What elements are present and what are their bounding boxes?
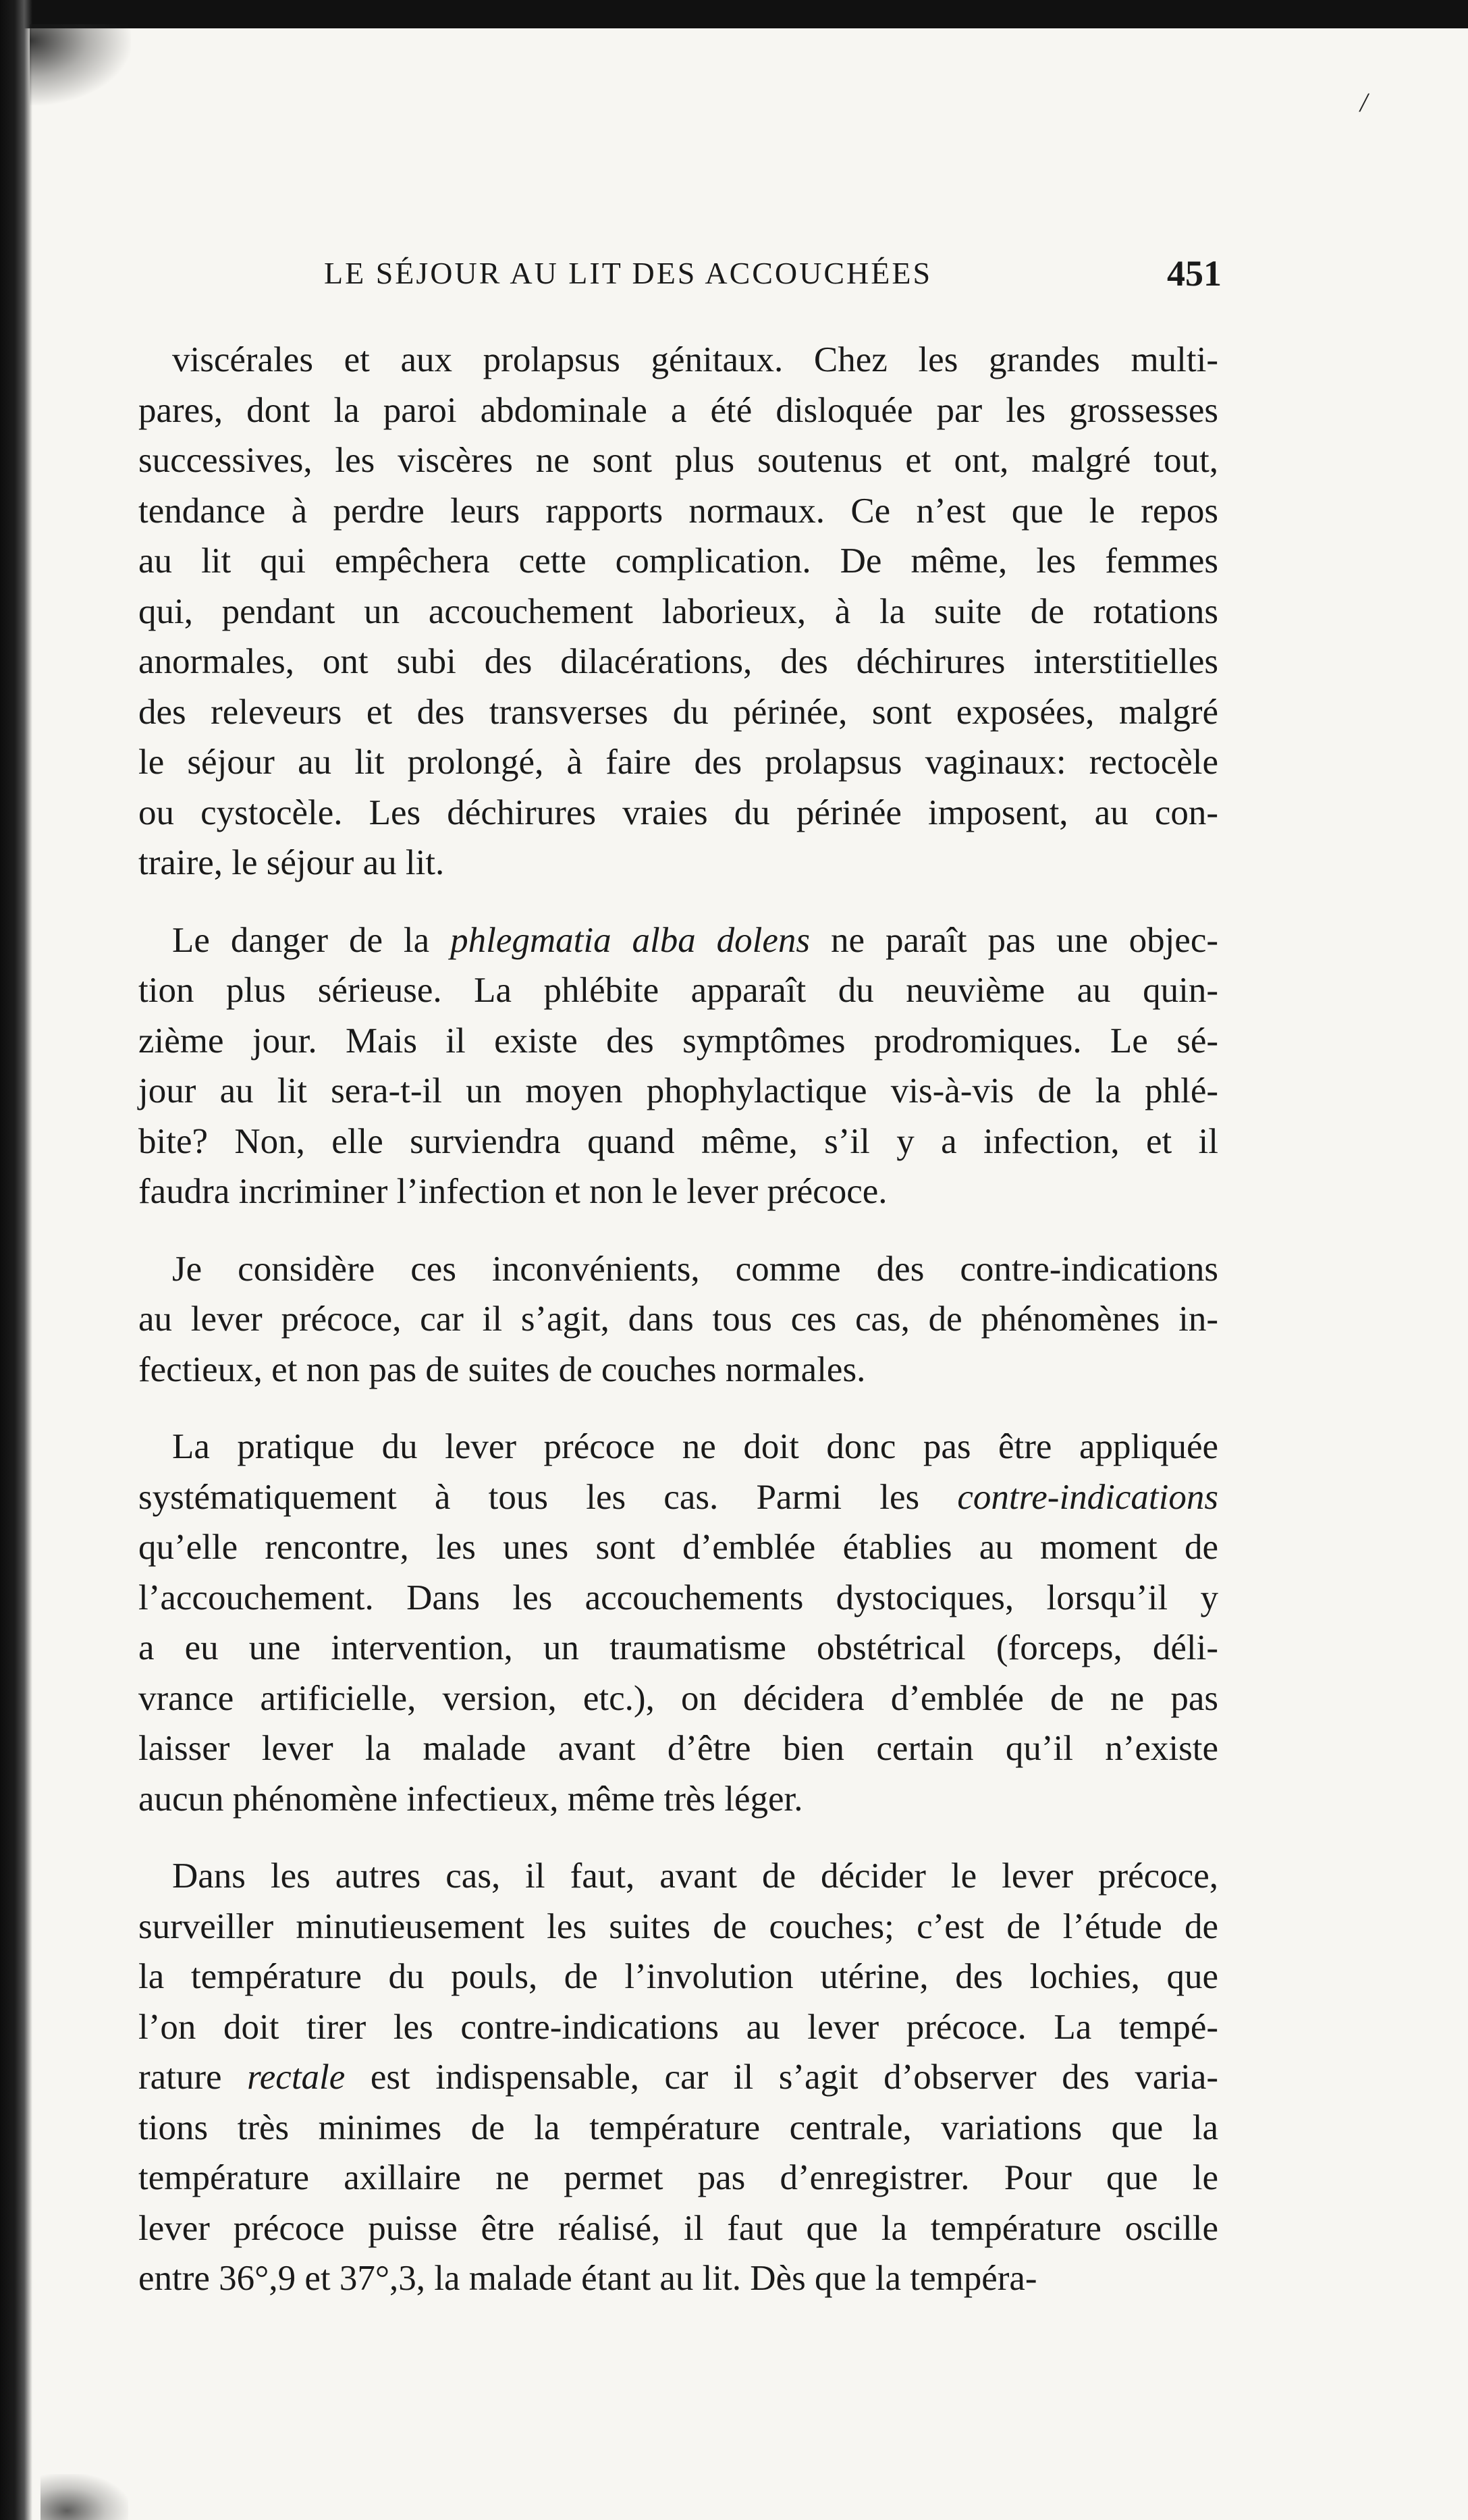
text-line: qu’elle rencontre, les unes sont d’emblée établies au moment de [138,1528,1218,1567]
text-line: lever précoce puisse être réalisé, il faut que la température oscille [138,2208,1218,2248]
text-line: la température du pouls, de l’involution utérine, des lochies, que [138,1957,1218,1996]
scan-corner-smudge [30,24,131,105]
text-line: ou cystocèle. Les déchirures vraies du périnée imposent, au con- [138,793,1218,832]
paragraph [138,335,1218,888]
body-text [138,335,1218,2331]
text-line: Dans les autres cas, il faut, avant de décider le lever précoce, [172,1856,1218,1896]
text-line: surveiller minutieusement les suites de couches; c’est de l’étude de [138,1906,1218,1946]
text-line: tions très minimes de la température centrale, variations que la [138,2108,1218,2147]
paragraph [138,915,1218,1217]
running-head: LE SÉJOUR AU LIT DES ACCOUCHÉES [324,256,933,290]
text-line: tion plus sérieuse. La phlébite apparaît du neuvième au quin- [138,971,1218,1010]
text-line: traire, le séjour au lit. [138,843,445,882]
text-line: bite? Non, elle surviendra quand même, s’il y a infection, et il [138,1121,1218,1161]
text-line: l’on doit tirer les contre-indications au lever précoce. La tempé- [138,2007,1218,2047]
page-header [324,255,1222,302]
text-line: laisser lever la malade avant d’être bien certain qu’il n’existe [138,1729,1218,1768]
text-line: Le danger de la phlegmatia alba dolens ne paraît pas une objec- [172,920,1218,960]
text-line: viscérales et aux prolapsus génitaux. Chez les grandes multi- [172,340,1218,379]
text-line: successives, les viscères ne sont plus soutenus et ont, malgré tout, [138,441,1218,480]
stray-mark: / [1360,87,1368,117]
text-line: a eu une intervention, un traumatisme obstétrical (forceps, déli- [138,1628,1218,1667]
text-line: tendance à perdre leurs rapports normaux. Ce n’est que le repos [138,491,1218,531]
text-line: entre 36°,9 et 37°,3, la malade étant au lit. Dès que la tempéra- [138,2259,1037,2298]
text-line: jour au lit sera-t-il un moyen phophylactique vis-à-vis de la phlé- [138,1071,1218,1110]
scan-left-border [0,0,32,2520]
paragraph [138,1244,1218,1395]
text-line: le séjour au lit prolongé, à faire des prolapsus vaginaux: rectocèle [138,743,1218,782]
page-number: 451 [1167,253,1222,294]
text-line: zième jour. Mais il existe des symptômes prodromiques. Le sé- [138,1021,1218,1061]
text-line: La pratique du lever précoce ne doit donc pas être appliquée [172,1427,1218,1466]
text-line: qui, pendant un accouchement laborieux, à la suite de rotations [138,591,1218,631]
text-line: des releveurs et des transverses du périnée, sont exposées, malgré [138,692,1218,732]
text-line: Je considère ces inconvénients, comme des contre-indications [172,1249,1218,1289]
paragraph [138,1422,1218,1824]
scan-top-border [0,0,1468,28]
text-line: faudra incriminer l’infection et non le lever précoce. [138,1172,888,1211]
text-line: l’accouchement. Dans les accouchements dystociques, lorsqu’il y [138,1578,1218,1617]
text-line: température axillaire ne permet pas d’enregistrer. Pour que le [138,2158,1218,2197]
text-line: fectieux, et non pas de suites de couches normales. [138,1349,866,1389]
text-line: anormales, ont subi des dilacérations, des déchirures interstitielles [138,642,1218,681]
text-line: rature rectale est indispensable, car il s’agit d’observer des varia- [138,2058,1218,2097]
text-line: vrance artificielle, version, etc.), on décidera d’emblée de ne pas [138,1678,1218,1718]
text-line: pares, dont la paroi abdominale a été disloquée par les grossesses [138,390,1218,430]
text-line: au lever précoce, car il s’agit, dans tous ces cas, de phénomènes in- [138,1299,1218,1339]
text-line: au lit qui empêchera cette complication. De même, les femmes [138,541,1218,581]
text-line: aucun phénomène infectieux, même très léger. [138,1779,803,1819]
text-line: systématiquement à tous les cas. Parmi les contre-indications [138,1477,1218,1517]
paragraph [138,1851,1218,2304]
scan-bottom-smudge [40,2474,128,2520]
